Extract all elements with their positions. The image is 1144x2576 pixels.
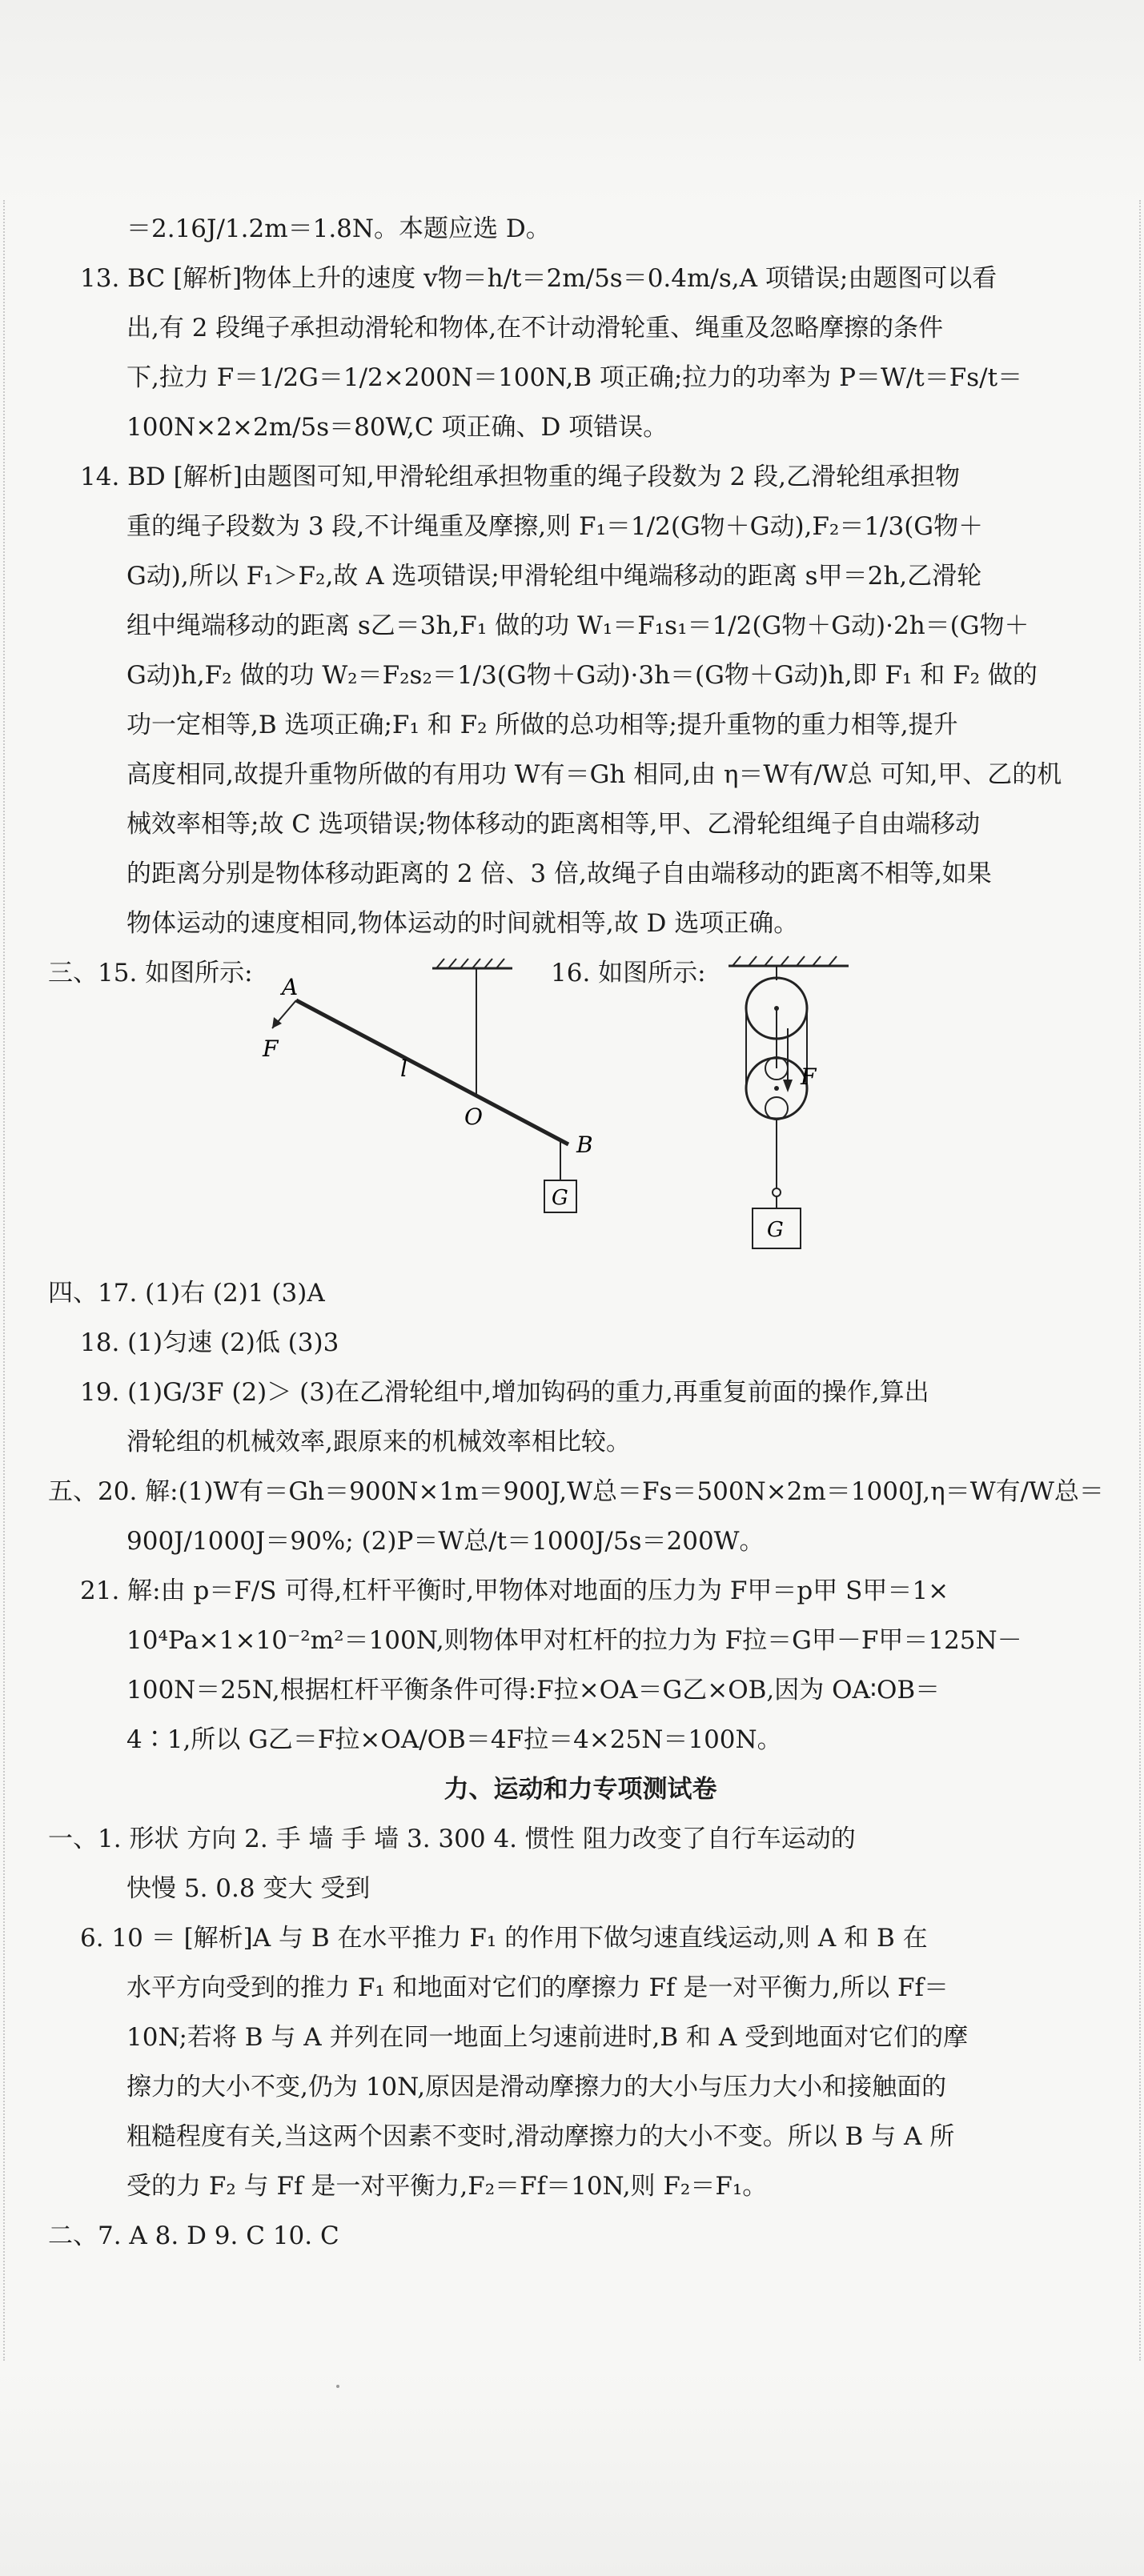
text-line: G动),所以 F₁＞F₂,故 A 选项错误;甲滑轮组中绳端移动的距离 s甲＝2h,乙滑轮 [126, 562, 982, 591]
text-line: 14. BD [解析]由题图可知,甲滑轮组承担物重的绳子段数为 2 段,乙滑轮组承担物 [80, 463, 960, 491]
label-G: G [552, 1186, 568, 1210]
text-line: 擦力的大小不变,仍为 10N,原因是滑动摩擦力的大小与压力大小和接触面的 [126, 2073, 947, 2101]
text-line: 下,拉力 F＝1/2G＝1/2×200N＝100N,B 项正确;拉力的功率为 P＝W/t＝Fs/t＝ [126, 363, 1023, 392]
text-line: 五、20. 解:(1)W有＝Gh＝900N×1m＝900J,W总＝Fs＝500N×2m＝1000J,η＝W有/W总＝ [48, 1477, 1104, 1506]
fig15-label: 三、15. 如图所示: [48, 959, 253, 988]
text-line: 13. BC [解析]物体上升的速度 v物＝h/t＝2m/5s＝0.4m/s,A 项错误;由题图可以看 [80, 264, 997, 293]
speck [336, 2385, 339, 2388]
text-line: 受的力 F₂ 与 Ff 是一对平衡力,F₂＝Ff＝10N,则 F₂＝F₁。 [126, 2172, 768, 2201]
text-line: 四、17. (1)右 (2)1 (3)A [48, 1279, 325, 1308]
text-line: 21. 解:由 p＝F/S 可得,杠杆平衡时,甲物体对地面的压力为 F甲＝p甲 S甲＝1× [80, 1576, 949, 1605]
text-line: G动)h,F₂ 做的功 W₂＝F₂s₂＝1/3(G物＋G动)·3h＝(G物＋G动)h,即 F₁ 和 F₂ 做的 [126, 661, 1038, 690]
text-line: 10⁴Pa×1×10⁻²m²＝100N,则物体甲对杠杆的拉力为 F拉＝G甲－F甲＝125N－ [126, 1626, 1022, 1655]
answer-content [48, 204, 1104, 2261]
text-line: 快慢 5. 0.8 变大 受到 [126, 1874, 371, 1903]
text-line: 高度相同,故提升重物所做的有用功 W有＝Gh 相同,由 η＝W有/W总 可知,甲、乙的机 [126, 760, 1062, 789]
label-B: B [576, 1132, 593, 1158]
ceiling-hatch [733, 956, 837, 966]
text-line: 粗糙程度有关,当这两个因素不变时,滑动摩擦力的大小不变。所以 B 与 A 所 [126, 2122, 955, 2151]
left-margin-line [3, 200, 5, 2361]
text-line: 900J/1000J＝90%; (2)P＝W总/t＝1000J/5s＝200W。 [126, 1527, 765, 1556]
text-line: 水平方向受到的推力 F₁ 和地面对它们的摩擦力 Ff 是一对平衡力,所以 Ff＝ [126, 1973, 949, 2002]
label-A: A [282, 974, 299, 1000]
arm-l [296, 1000, 476, 1096]
force-arrowhead [783, 1080, 793, 1092]
right-margin-line [1139, 200, 1141, 2361]
text-line: 的距离分别是物体移动距离的 2 倍、3 倍,故绳子自由端移动的距离不相等,如果 [126, 859, 992, 888]
fig16-label: 16. 如图所示: [551, 959, 706, 988]
text-line: 滑轮组的机械效率,跟原来的机械效率相比较。 [126, 1428, 631, 1456]
label-G: G [767, 1218, 784, 1242]
text-line: 100N＝25N,根据杠杆平衡条件可得:F拉×OA＝G乙×OB,因为 OA∶OB＝ [126, 1676, 941, 1705]
text-line: 6. 10 ＝ [解析]A 与 B 在水平推力 F₁ 的作用下做匀速直线运动,则 A 和 B 在 [80, 1924, 928, 1953]
label-F: F [263, 1036, 279, 1062]
text-line: 18. (1)匀速 (2)低 (3)3 [80, 1328, 339, 1357]
text-line: 一、1. 形状 方向 2. 手 墙 手 墙 3. 300 4. 惯性 阻力改变了自行车运动的 [48, 1825, 856, 1853]
text-line: 4∶1,所以 G乙＝F拉×OA/OB＝4F拉＝4×25N＝100N。 [126, 1725, 782, 1754]
label-l: l [400, 1056, 407, 1082]
text-line: 械效率相等;故 C 选项错误;物体移动的距离相等,甲、乙滑轮组绳子自由端移动 [126, 810, 981, 839]
text-line: 19. (1)G/3F (2)＞ (3)在乙滑轮组中,增加钩码的重力,再重复前面的操作,算出 [80, 1378, 929, 1407]
text-line: 物体运动的速度相同,物体运动的时间就相等,故 D 选项正确。 [126, 909, 799, 938]
text-line: 出,有 2 段绳子承担动滑轮和物体,在不计动滑轮重、绳重及忽略摩擦的条件 [126, 314, 944, 343]
text-line: 组中绳端移动的距离 s乙＝3h,F₁ 做的功 W₁＝F₁s₁＝1/2(G物＋G动)·2h＝(G物＋ [126, 611, 1030, 640]
label-O: O [464, 1104, 483, 1130]
figures-row [48, 948, 1081, 1268]
text-line: 二、7. A 8. D 9. C 10. C [48, 2221, 339, 2250]
text-line: 重的绳子段数为 3 段,不计绳重及摩擦,则 F₁＝1/2(G物＋G动),F₂＝1/3(G物＋ [126, 512, 984, 541]
text-line: 10N;若将 B 与 A 并列在同一地面上匀速前进时,B 和 A 受到地面对它们的摩 [126, 2023, 969, 2052]
label-F: F [801, 1064, 817, 1090]
text-line: ＝2.16J/1.2m＝1.8N。本题应选 D。 [126, 214, 551, 243]
lever-diagram [248, 956, 593, 1244]
text-line: 功一定相等,B 选项正确;F₁ 和 F₂ 所做的总功相等;提升重物的重力相等,提升 [126, 711, 958, 739]
pulley-diagram [704, 948, 865, 1268]
ceiling-hatch [436, 959, 504, 968]
text-line: 100N×2×2m/5s＝80W,C 项正确、D 项错误。 [126, 413, 668, 442]
section-title: 力、运动和力专项测试卷 [444, 1775, 717, 1804]
